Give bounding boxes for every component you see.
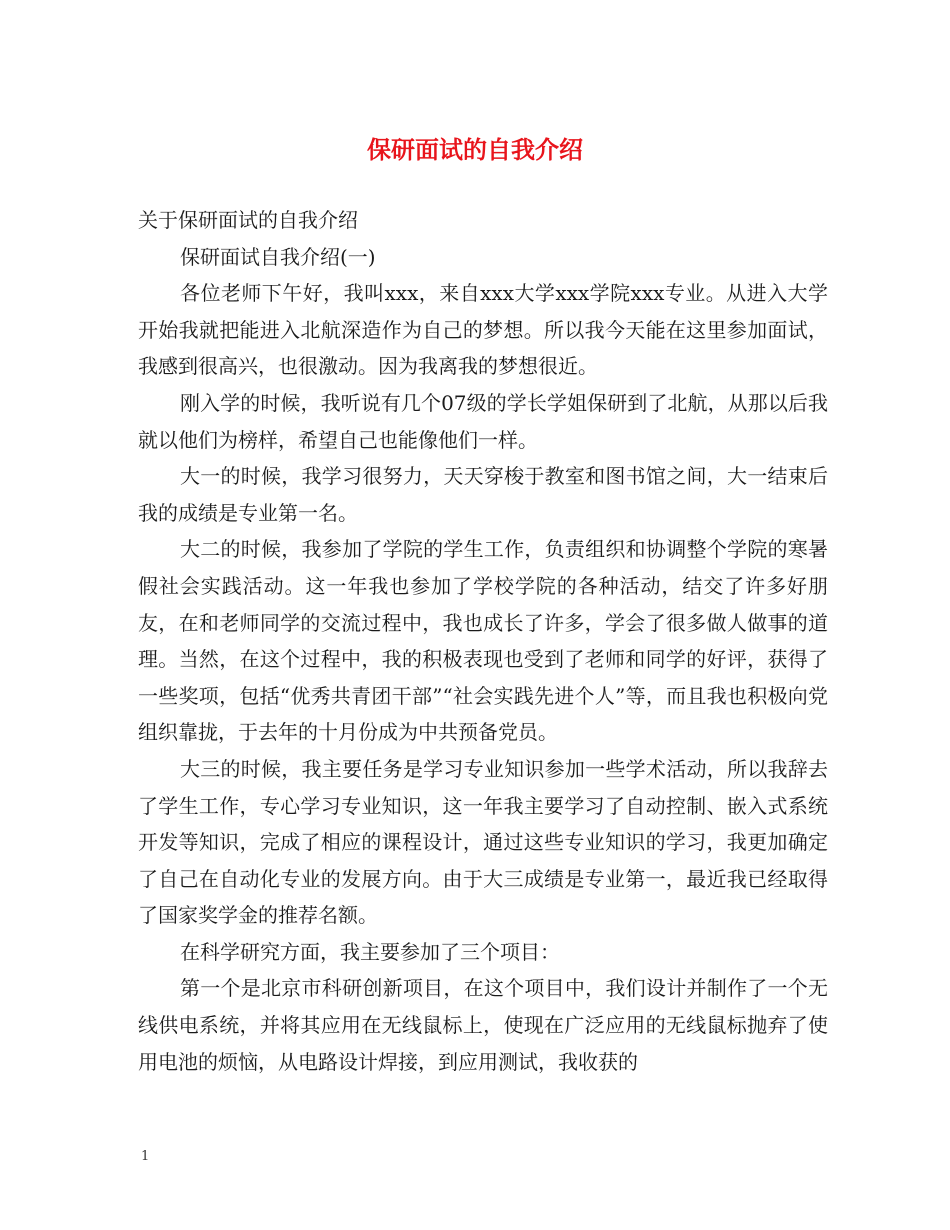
paragraph: 大三的时候，我主要任务是学习专业知识参加一些学术活动，所以我辞去了学生工作，专心学习专业知识，这一年我主要学习了自动控制、嵌入式系统开发等知识，完成了相应的课程设计，通过这些专业知识的学习，我更加确定了自己在自动化专业的发展方向。由于大三成绩是专业第一，最近我已经取得了国家奖学金的推荐名额。 (138, 756, 828, 928)
document-body (138, 202, 828, 1080)
paragraph: 在科学研究方面，我主要参加了三个项目： (180, 939, 560, 964)
document-title: 保研面试的自我介绍 (367, 135, 583, 164)
paragraph: 大一的时候，我学习很努力，天天穿梭于教室和图书馆之间，大一结束后我的成绩是专业第一名。 (138, 464, 828, 525)
paragraph: 刚入学的时候，我听说有几个07级的学长学姐保研到了北航，从那以后我就以他们为榜样，希望自己也能像他们一样。 (138, 390, 828, 452)
page-number: 1 (141, 1149, 150, 1164)
paragraph: 第一个是北京市科研创新项目，在这个项目中，我们设计并制作了一个无线供电系统，并将其应用在无线鼠标上，使现在广泛应用的无线鼠标抛弃了使用电池的烦恼，从电路设计焊接，到应用测试，我收获的 (138, 976, 828, 1074)
paragraph: 大二的时候，我参加了学院的学生工作，负责组织和协调整个学院的寒暑假社会实践活动。这一年我也参加了学校学院的各种活动，结交了许多好朋友，在和老师同学的交流过程中，我也成长了许多，学会了很多做人做事的道理。当然，在这个过程中，我的积极表现也受到了老师和同学的好评，获得了一些奖项，包括“优秀共青团干部”“社会实践先进个人”等，而且我也积极向党组织靠拢，于去年的十月份成为中共预备党员。 (138, 537, 828, 745)
paragraph: 各位老师下午好，我叫xxx，来自xxx大学xxx学院xxx专业。从进入大学开始我就把能进入北航深造作为自己的梦想。所以我今天能在这里参加面试，我感到很高兴，也很激动。因为我离我的梦想很近。 (138, 281, 828, 379)
paragraph: 保研面试自我介绍(一) (180, 244, 376, 269)
document-heading: 关于保研面试的自我介绍 (138, 208, 358, 232)
